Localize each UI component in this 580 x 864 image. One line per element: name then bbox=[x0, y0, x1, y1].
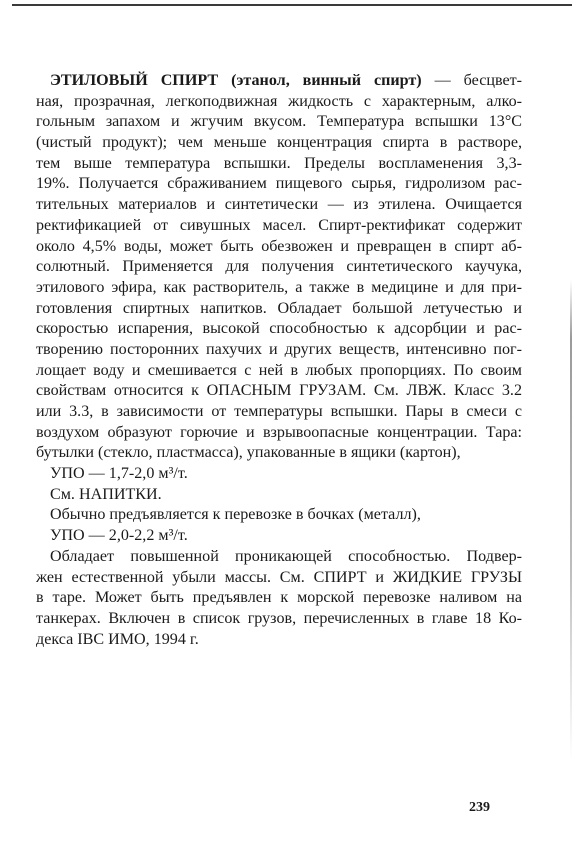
entry-line: или 3.3, в зависимости от температуры вспышки. Пары в смеси с bbox=[36, 403, 522, 420]
upo-value-bottles: УПО — 1,7-2,0 м³/т. bbox=[50, 465, 188, 483]
entry-term: ЭТИЛОВЫЙ СПИРТ bbox=[50, 72, 219, 89]
entry-line: (чистый продукт); чем меньше концентрация спирта в растворе, bbox=[36, 134, 522, 152]
entry-line: лощает воду и смешивается с ней в любых пропорциях. По своим bbox=[36, 361, 522, 379]
entry-line: танкерах. Включен в список грузов, перечисленных в главе 18 Ко- bbox=[36, 609, 522, 627]
entry-line: Обладает повышенной проникающей способностью. Подвер- bbox=[50, 547, 522, 565]
entry-line: тем выше температура вспышки. Пределы воспламенения 3,3- bbox=[36, 154, 522, 172]
entry-line: гольным запахом и жгучим вкусом. Температура вспышки 13°С bbox=[36, 113, 522, 131]
entry-line: тительных материалов и синтетически — из этилена. Очищается bbox=[36, 196, 522, 214]
entry-line: в таре. Может быть предъявлен к морской перевозке наливом на bbox=[36, 589, 522, 607]
entry-line-text: — бесцвет- bbox=[421, 72, 522, 89]
entry-line: ректификацией от сивушных масел. Спирт-ректификат содержит bbox=[36, 216, 522, 234]
page-edge-shadow bbox=[570, 280, 572, 760]
entry-line: солютный. Применяется для получения синтетического каучука, bbox=[36, 258, 522, 276]
header-rule bbox=[12, 4, 572, 6]
upo-value-barrels: УПО — 2,0-2,2 м³/т. bbox=[50, 527, 188, 545]
entry-line: творению посторонних пахучих и других веществ, интенсивно пог- bbox=[36, 340, 522, 358]
entry-line: декса IBC ИМО, 1994 г. bbox=[36, 630, 199, 648]
entry-line: готовления спиртных напитков. Обладает большой летучестью и bbox=[36, 299, 522, 317]
entry-synonyms: (этанол, винный спирт) bbox=[231, 72, 422, 89]
entry-line: скоростью испарения, высокой способностью к адсорбции и рас- bbox=[36, 320, 522, 338]
entry-line: 19%. Получается сбраживанием пищевого сырья, гидролизом рас- bbox=[36, 175, 522, 193]
entry-line bbox=[36, 71, 522, 92]
entry-line: ная, прозрачная, легкоподвижная жидкость с характерным, алко- bbox=[36, 92, 522, 110]
entry-line: воздухом образуют горючие и взрывоопасные концентрации. Тара: bbox=[36, 423, 522, 441]
entry-line: этилового эфира, как растворитель, а также в медицине и для при- bbox=[36, 278, 522, 296]
entry-line: свойствам относится к ОПАСНЫМ ГРУЗАМ. См. ЛВЖ. Класс 3.2 bbox=[36, 382, 522, 400]
dictionary-entry bbox=[36, 71, 522, 650]
entry-line: бутылки (стекло, пластмасса), упакованные в ящики (картон), bbox=[36, 444, 461, 462]
entry-line: около 4,5% воды, может быть обезвожен и превращен в спирт аб- bbox=[36, 237, 522, 255]
page-number: 239 bbox=[469, 800, 490, 815]
entry-line: Обычно предъявляется к перевозке в бочках (металл), bbox=[50, 506, 421, 524]
entry-line: жен естественной убыли массы. См. СПИРТ и ЖИДКИЕ ГРУЗЫ bbox=[36, 568, 522, 586]
cross-reference-napitki: См. НАПИТКИ. bbox=[50, 485, 162, 503]
